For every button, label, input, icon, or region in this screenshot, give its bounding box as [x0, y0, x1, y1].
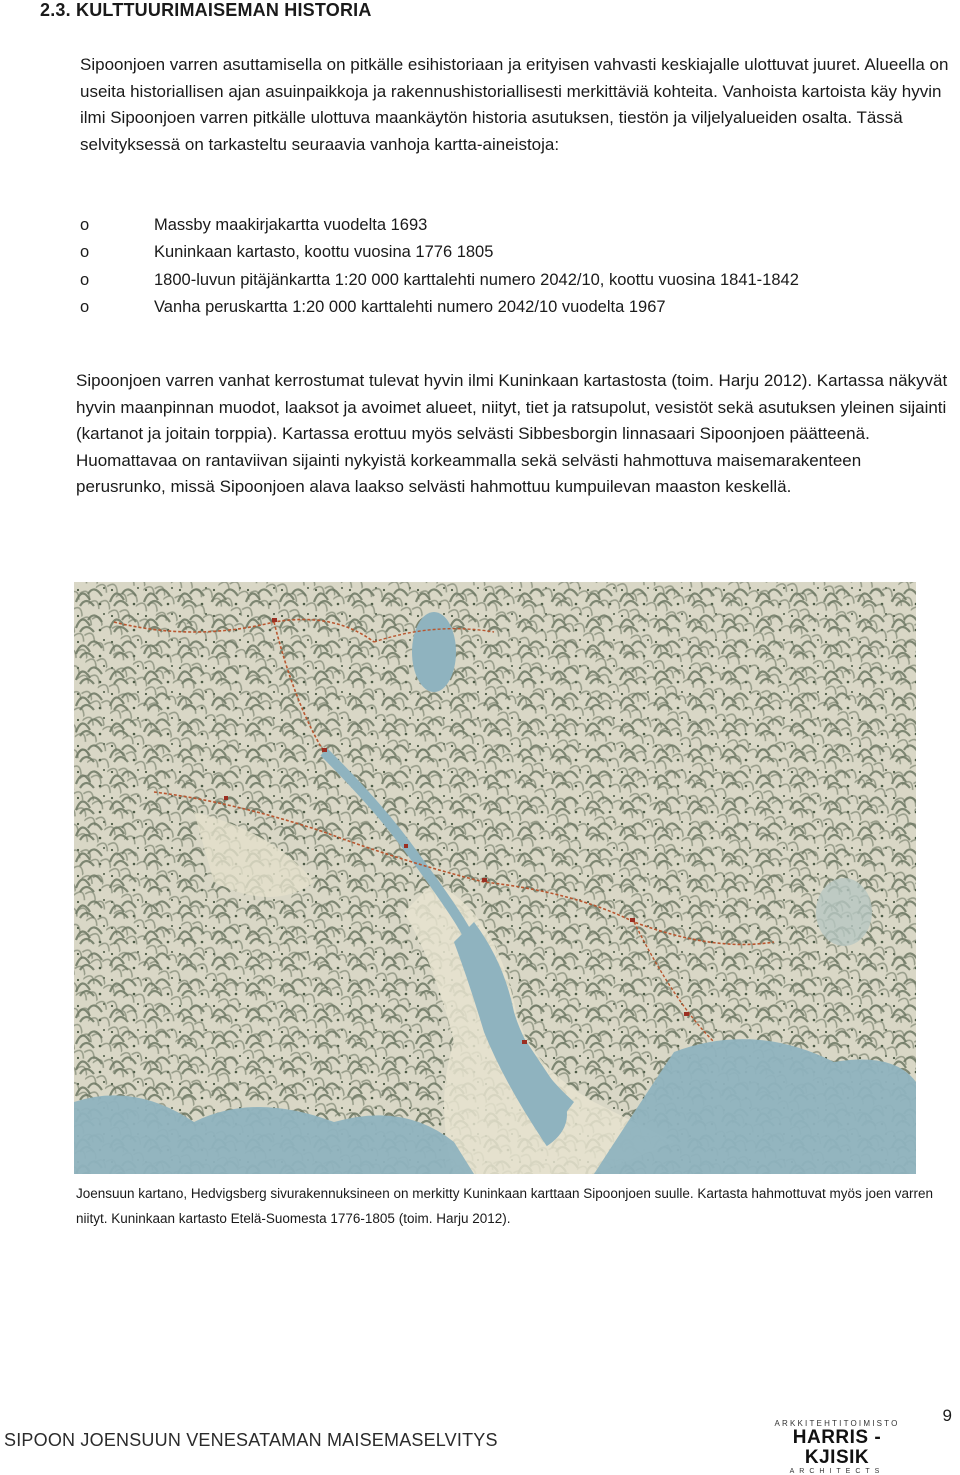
intro-paragraph: Sipoonjoen varren asuttamisella on pitkälle esihistoriaan ja erityisen vahvasti keskiajalle ulottuvat juuret. Alueella on useita historiallisen ajan asuinpaikkoja ja rakennushistoriallisesti merkittäviä kohteita. Vanhoista kartoista käy hyvin ilmi Sipoonjoen varren pitkälle ulottuva maankäytön historia asutuksen, tiestön ja viljelyalueiden osalta. Tässä selvityksessä on tarkasteltu seuraavia vanhoja kartta-aineistoja: — [80, 55, 949, 154]
map-source-list — [80, 212, 950, 322]
footer-report-title: SIPOON JOENSUUN VENESATAMAN MAISEMASELVITYS — [4, 1430, 498, 1450]
list-item: o Massby maakirjakartta vuodelta 1693 — [80, 212, 950, 239]
list-item: o Vanha peruskartta 1:20 000 karttalehti numero 2042/10 vuodelta 1967 — [80, 294, 950, 321]
map-illustration — [74, 582, 916, 1174]
bullet-icon: o — [80, 270, 90, 289]
logo-bottom-text: ARCHITECTS — [789, 1468, 885, 1475]
logo-top-text: ARKKITEHTITOIMISTO — [774, 1419, 900, 1428]
historical-map-image — [74, 582, 916, 1174]
bullet-icon: o — [80, 243, 90, 262]
bullet-icon: o — [80, 216, 90, 234]
page-number: 9 — [942, 1406, 952, 1425]
history-paragraph: Sipoonjoen varren vanhat kerrostumat tulevat hyvin ilmi Kuninkaan kartastosta (toim. Harju 2012). Kartassa näkyvät hyvin maanpinnan muodot, laaksot ja avoimet alueet, niityt, tiet ja ratsupolut, vesistöt sekä asutuksen yleinen sijainti (kartanot ja joitain torppia). Kartassa erottuu myös selvästi Sibbesborgin linnasaari Sipoonjoen päätteenä. Huomattavaa on rantaviivan sijainti nykyistä korkeammalla sekä selvästi hahmottuva maisemarakenteen perusrunko, missä Sipoonjoen alava laakso selvästi hahmottuu kumpuilevan maaston keskellä. — [76, 371, 948, 496]
logo-main-text: HARRIS - KJISIK — [792, 1427, 882, 1468]
list-item: o 1800-luvun pitäjänkartta 1:20 000 karttalehti numero 2042/10, koottu vuosina 1841-1842 — [80, 267, 950, 294]
harris-kjisik-logo — [772, 1419, 902, 1475]
section-heading: 2.3. KULTTUURIMAISEMAN HISTORIA — [40, 0, 372, 20]
bullet-icon: o — [80, 298, 90, 317]
map-caption: Joensuun kartano, Hedvigsberg sivurakennuksineen on merkitty Kuninkaan karttaan Sipoonjoen suulle. Kartasta hahmottuvat myös joen varren niityt. Kuninkaan kartasto Etelä-Suomesta 1776-1805 (toim. Harju 2012). — [76, 1186, 933, 1226]
list-item: o Kuninkaan kartasto, koottu vuosina 1776 1805 — [80, 239, 950, 266]
